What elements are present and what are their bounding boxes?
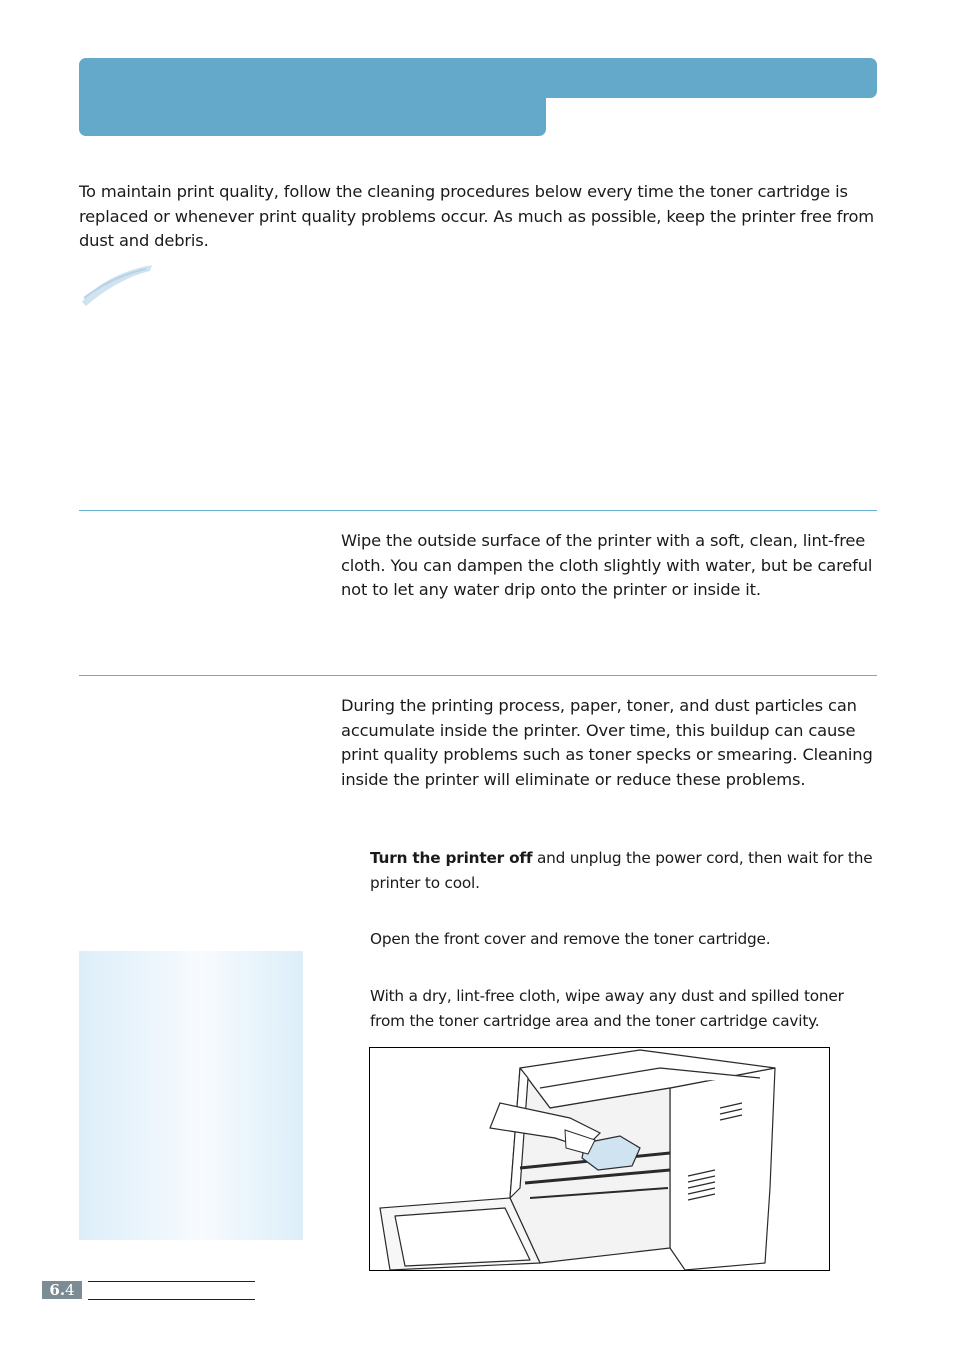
page-number: 4 [65,1281,75,1299]
page-number-badge [42,1281,82,1299]
step-1-text: and unplug the power cord, then wait for the printer to cool. [370,849,873,892]
printer-cleaning-illustration [369,1047,830,1271]
interior-paragraph: During the printing process, paper, toner, and dust particles can accumulate inside the printer. Over time, this buildup can cause print quality problems such as toner specks or smearing. Cleaning inside the printer will eliminate or reduce these problems. [341,696,873,789]
step-2-text: Open the front cover and remove the toner cartridge. [370,930,771,948]
note-brush-icon [80,262,155,308]
sidebar-note-box [79,951,303,1240]
section-divider-interior [79,675,877,676]
step-1-bold: Turn the printer off [370,849,533,867]
printer-illustration-icon [370,1048,829,1270]
step-1 [370,846,880,895]
step-2 [370,927,880,952]
footer-rule-top [88,1281,255,1282]
exterior-paragraph: Wipe the outside surface of the printer with a soft, clean, lint-free cloth. You can dampen the cloth slightly with water, but be careful not to let any water drip onto the printer or inside it. [341,531,873,599]
footer-rule-bottom [88,1299,255,1300]
section-divider-exterior [79,510,877,511]
page-chapter: 6 [49,1281,60,1299]
step-3-text: With a dry, lint-free cloth, wipe away any dust and spilled toner from the toner cartridge area and the toner cartridge cavity. [370,987,844,1030]
page-dot: . [59,1281,66,1299]
step-3 [370,984,880,1033]
intro-paragraph: To maintain print quality, follow the cleaning procedures below every time the toner cartridge is replaced or whenever print quality problems occur. As much as possible, keep the printer free from dust and debris. [79,182,875,250]
section-title-tab [79,80,546,136]
